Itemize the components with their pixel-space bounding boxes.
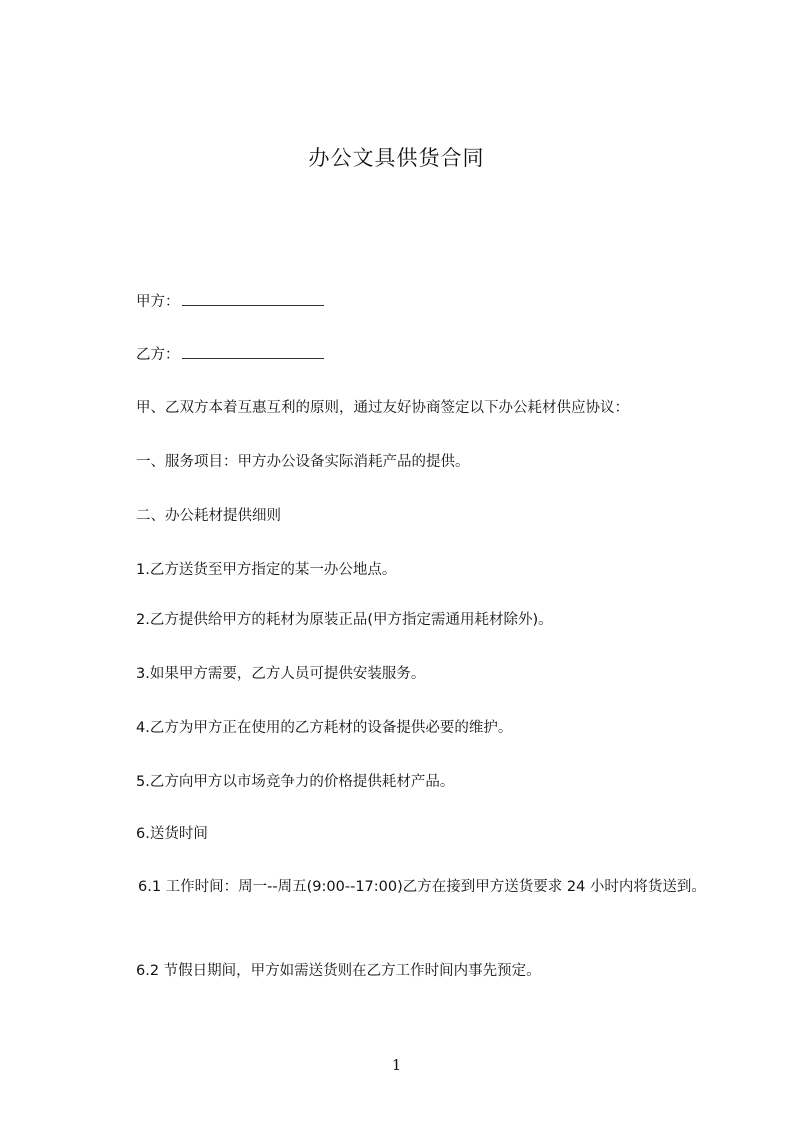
item-6-1-paragraph: 6.1 工作时间：周一--周五(9:00--17:00)乙方在接到甲方送货要求 24 小时内将货送到。 [138, 879, 706, 895]
list-item: 2.乙方提供给甲方的耗材为原装正品(甲方指定需通用耗材除外)。 [136, 612, 553, 628]
section-2-heading: 二、办公耗材提供细则 [136, 508, 281, 524]
party-a-line [136, 291, 324, 312]
party-b-label: 乙方： [136, 347, 180, 363]
party-a-label: 甲方： [136, 294, 180, 310]
party-b-line [136, 344, 324, 365]
list-item: 4.乙方为甲方正在使用的乙方耗材的设备提供必要的维护。 [136, 720, 513, 736]
list-item: 3.如果甲方需要，乙方人员可提供安装服务。 [136, 666, 426, 682]
list-item: 5.乙方向甲方以市场竞争力的价格提供耗材产品。 [136, 774, 455, 790]
page-number: 1 [391, 1056, 402, 1074]
section-1-heading: 一、服务项目：甲方办公设备实际消耗产品的提供。 [136, 454, 470, 470]
intro-paragraph: 甲、乙双方本着互惠互利的原则，通过友好协商签定以下办公耗材供应协议： [136, 400, 629, 416]
item-6-2-paragraph: 6.2 节假日期间，甲方如需送货则在乙方工作时间内事先预定。 [136, 963, 541, 979]
document-title: 办公文具供货合同 [308, 146, 485, 170]
list-item: 1.乙方送货至甲方指定的某一办公地点。 [136, 562, 397, 578]
party-b-blank [182, 344, 324, 359]
list-item: 6.送货时间 [136, 826, 208, 842]
party-a-blank [182, 291, 324, 306]
